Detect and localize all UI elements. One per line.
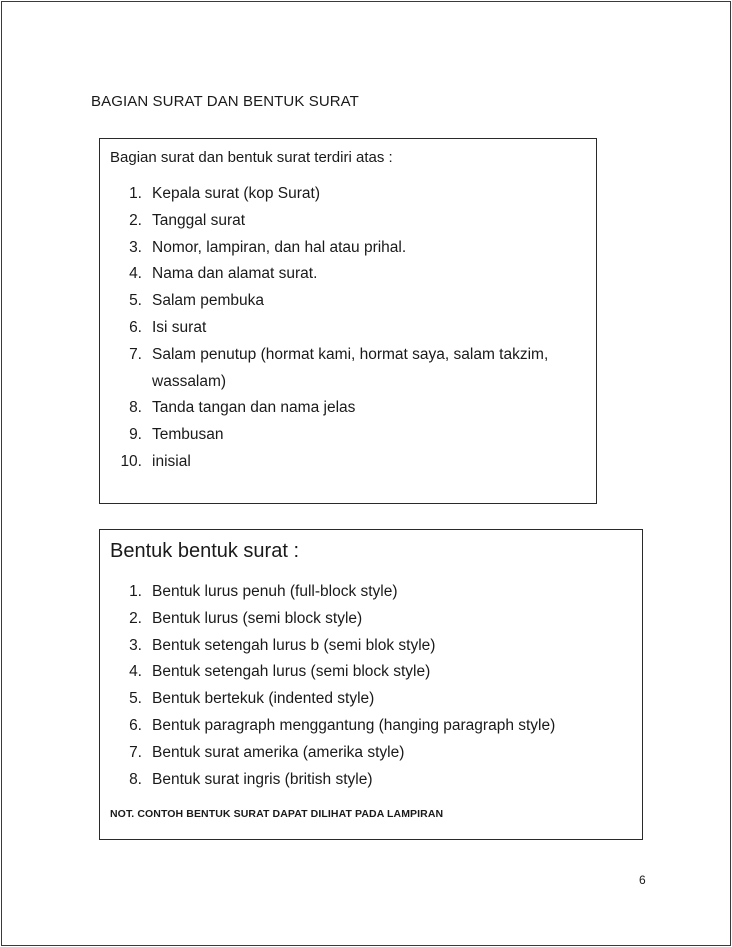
list-item [100,181,552,208]
list-item [100,686,555,713]
list-text: Nomor, lampiran, dan hal atau prihal. [152,238,407,256]
list-number: 8. [129,770,142,788]
list-item [100,740,555,767]
appendix-note: NOT. CONTOH BENTUK SURAT DAPAT DILIHAT PADA LAMPIRAN [110,808,444,820]
list-item [100,261,552,288]
list-item [100,422,552,449]
letter-styles-box [99,529,643,840]
list-item [100,395,552,422]
list-number: 4. [129,265,142,283]
list-text: Kepala surat (kop Surat) [152,185,321,202]
list-text: Bentuk surat amerika (amerika style) [152,743,405,761]
list-text: Tembusan [152,426,224,444]
list-item [100,659,555,686]
list-text: Isi surat [152,318,207,336]
list-number: 2. [129,211,142,229]
list-text: Bentuk bertekuk (indented style) [152,690,375,708]
list-item [100,288,552,315]
letter-styles-list [100,579,555,793]
list-text: Salam pembuka [152,292,265,310]
list-item [100,235,552,262]
list-text: Bentuk lurus (semi block style) [152,609,363,627]
list-number: 10. [120,452,142,470]
list-item [100,208,552,235]
document-title: BAGIAN SURAT DAN BENTUK SURAT [91,93,359,110]
list-text: Bentuk lurus penuh (full-block style) [152,583,398,600]
letter-styles-heading: Bentuk bentuk surat : [110,540,300,562]
list-text: Bentuk setengah lurus (semi block style) [152,663,431,681]
list-item [100,713,555,740]
document-page [1,1,731,946]
list-number: 8. [129,399,142,417]
list-number: 1. [129,583,142,600]
list-number: 3. [129,238,142,256]
list-item [100,342,552,396]
letter-parts-box [99,138,597,504]
list-item [100,579,555,606]
list-text: Nama dan alamat surat. [152,265,318,283]
list-number: 5. [129,292,142,310]
list-text: Salam penutup (hormat kami, hormat saya, salam takzim, wassalam) [152,345,549,390]
list-number: 9. [129,426,142,444]
list-number: 7. [129,345,142,363]
list-number: 7. [129,743,142,761]
list-text: Bentuk setengah lurus b (semi blok style) [152,636,436,654]
list-item [100,633,555,660]
list-text: Tanda tangan dan nama jelas [152,399,356,417]
list-number: 4. [129,663,142,681]
list-text: Bentuk surat ingris (british style) [152,770,373,788]
list-text: inisial [152,452,191,470]
list-item [100,606,555,633]
list-number: 1. [129,185,142,202]
list-item [100,767,555,794]
letter-parts-intro: Bagian surat dan bentuk surat terdiri atas : [110,149,393,166]
list-item [100,315,552,342]
list-number: 2. [129,609,142,627]
page-number: 6 [639,873,646,887]
list-number: 3. [129,636,142,654]
letter-parts-list [100,181,552,476]
list-text: Bentuk paragraph menggantung (hanging paragraph style) [152,716,556,734]
list-number: 6. [129,716,142,734]
list-text: Tanggal surat [152,211,246,229]
list-item [100,449,552,476]
list-number: 5. [129,690,142,708]
list-number: 6. [129,318,142,336]
